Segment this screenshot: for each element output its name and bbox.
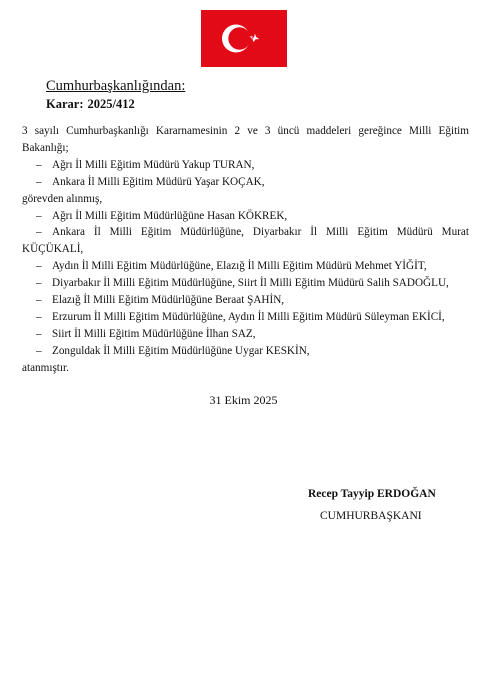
appointment-item (22, 292, 469, 309)
removed-item (22, 157, 469, 174)
decree-date: 31 Ekim 2025 (209, 393, 278, 407)
intro-paragraph (22, 123, 469, 157)
dash-marker: – (36, 175, 42, 188)
dash-marker: – (36, 226, 42, 239)
appointment-item (22, 275, 469, 292)
signatory-surname: ERDOĞAN (377, 488, 436, 500)
signatory-title: CUMHURBAŞKANI (320, 510, 422, 522)
appointment-item (22, 258, 469, 275)
appointment-text: Zonguldak İl Milli Eğitim Müdürlüğüne Uygar KESKİN, (52, 344, 310, 357)
dash-marker: – (36, 277, 42, 290)
appointment-text: Ağrı İl Milli Eğitim Müdürlüğüne Hasan KÖKREK, (52, 209, 288, 222)
appointment-item (22, 309, 469, 326)
dash-marker: – (36, 310, 42, 323)
signatory-name (308, 488, 436, 500)
turkish-flag-icon (201, 10, 287, 67)
appointment-text: Siirt İl Milli Eğitim Müdürlüğüne İlhan SAZ, (52, 327, 256, 340)
dash-marker: – (36, 209, 42, 222)
dash-marker: – (36, 158, 42, 171)
decision-number (46, 97, 135, 112)
intro-line-1: 3 sayılı Cumhurbaşkanlığı Kararnamesinin 2 ve 3 üncü maddeleri gereğince Milli Eğitim (22, 125, 469, 137)
appointment-text: Ankara İl Milli Eğitim Müdürlüğüne, Diyarbakır İl Milli Eğitim Müdürü Murat (52, 226, 469, 239)
appointment-text: Elazığ İl Milli Eğitim Müdürlüğüne Beraat ŞAHİN, (52, 294, 285, 307)
removed-item-text: Ankara İl Milli Eğitim Müdürü Yaşar KOÇAK, (52, 175, 265, 188)
dash-marker: – (36, 294, 42, 307)
issuer-heading: Cumhurbaşkanlığından: (46, 78, 186, 94)
removed-suffix: görevden alınmış, (22, 192, 103, 205)
signatory-given-name: Recep Tayyip (308, 488, 375, 500)
intro-line-2: Bakanlığı; (22, 141, 69, 154)
removed-item-text: Ağrı İl Milli Eğitim Müdürü Yakup TURAN, (52, 158, 255, 171)
appointment-text-continued: KÜÇÜKALİ, (22, 243, 84, 256)
decision-number-value: 2025/412 (87, 97, 135, 111)
appointment-item (22, 326, 469, 343)
decision-label: Karar: (46, 97, 84, 111)
appointment-text: Erzurum İl Milli Eğitim Müdürlüğüne, Aydın İl Milli Eğitim Müdürü Süleyman EKİCİ, (52, 310, 445, 323)
removed-item (22, 174, 469, 191)
appointment-item (22, 343, 469, 360)
appointment-item (22, 208, 469, 225)
decree-body (22, 123, 469, 377)
appointment-text: Diyarbakır İl Milli Eğitim Müdürlüğüne, Siirt İl Milli Eğitim Müdürü Salih SADOĞLU, (52, 277, 449, 290)
dash-marker: – (36, 327, 42, 340)
appointment-item (22, 224, 469, 258)
dash-marker: – (36, 260, 42, 273)
dash-marker: – (36, 344, 42, 357)
appointment-text: Aydın İl Milli Eğitim Müdürlüğüne, Elazığ İl Milli Eğitim Müdürü Mehmet YİĞİT, (52, 260, 427, 273)
appointments-suffix: atanmıştır. (22, 361, 69, 374)
